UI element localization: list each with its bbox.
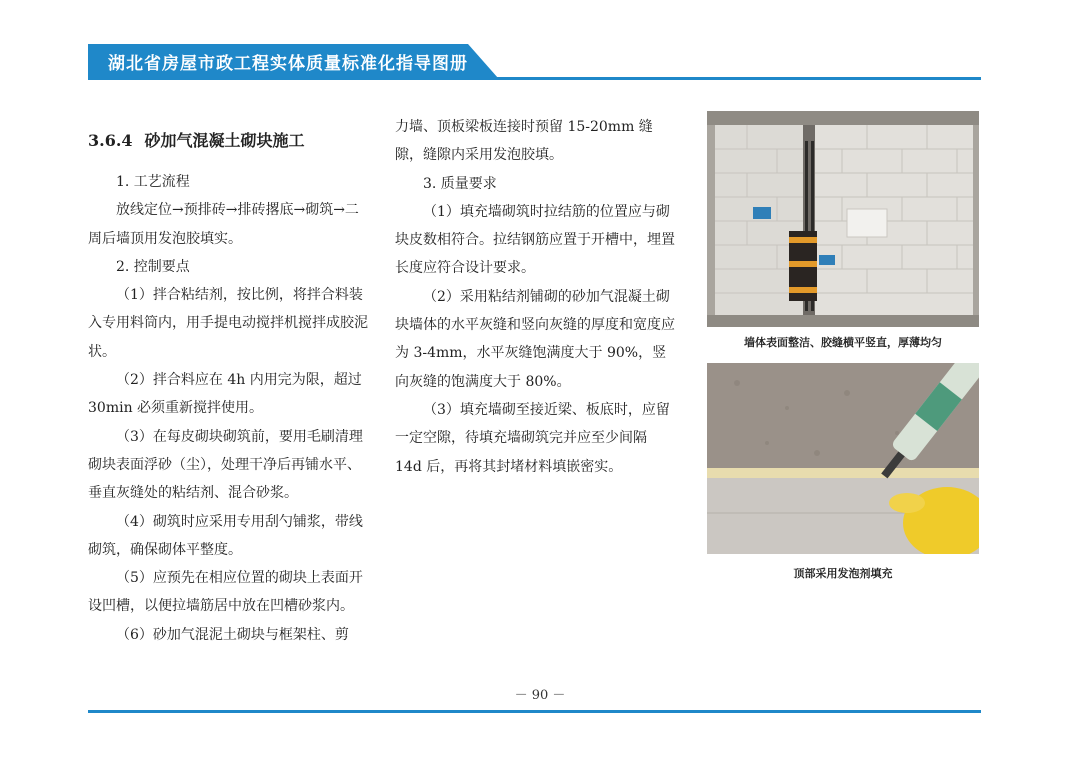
paragraph: 1. 工艺流程 <box>116 174 190 190</box>
figure-caption: 墙体表面整洁、胶缝横平竖直，厚薄均匀 <box>744 336 942 349</box>
foam-filling-photo <box>707 363 979 554</box>
paragraph: 放线定位→预排砖→排砖撂底→砌筑→二周后墙顶用发泡胶填实。 <box>88 202 359 247</box>
section-number: 3.6.4 <box>88 131 133 150</box>
page-number: － 90 － <box>514 688 566 703</box>
page-header <box>88 44 981 80</box>
paragraph: （3）在每皮砌块砌筑前，要用毛刷清理砌块表面浮砂（尘），处理干净后再铺水平、垂直灰缝处的粘结剂、混合砂浆。 <box>88 428 363 502</box>
paragraph: （2）采用粘结剂铺砌的砂加气混凝土砌块墙体的水平灰缝和竖向灰缝的厚度和宽度应为 3-4mm，水平灰缝饱满度大于 90%，竖向灰缝的饱满度大于 80%。 <box>395 288 675 390</box>
paragraph: （1）填充墙砌筑时拉结筋的位置应与砌块皮数相符合。拉结钢筋应置于开槽中，埋置长度应符合设计要求。 <box>395 203 675 277</box>
header-title: 湖北省房屋市政工程实体质量标准化指导图册 <box>108 54 468 74</box>
paragraph: （2）拌合料应在 4h 内用完为限，超过 30min 必须重新搅拌使用。 <box>88 372 362 417</box>
foam-filling-illustration <box>707 363 979 554</box>
figure-caption: 顶部采用发泡剂填充 <box>793 567 893 580</box>
paragraph: （4）砌筑时应采用专用刮勺铺浆，带线砌筑，确保砌体平整度。 <box>88 513 363 558</box>
wall-photo <box>707 111 979 327</box>
paragraph: （6）砂加气混泥土砌块与框架柱、剪 <box>116 626 349 643</box>
wall-photo-illustration <box>707 111 979 327</box>
section-title: 砂加气混凝土砌块施工 <box>144 131 305 150</box>
header-rule <box>88 77 981 80</box>
paragraph: （5）应预先在相应位置的砌块上表面开设凹槽，以便拉墙筋居中放在凹槽砂浆内。 <box>88 570 363 615</box>
left-text-column <box>88 168 370 649</box>
paragraph: 力墙、顶板梁板连接时预留 15-20mm 缝隙，缝隙内采用发泡胶填。 <box>395 119 653 164</box>
paragraph: 3. 质量要求 <box>423 175 497 192</box>
paragraph: （3）填充墙砌至接近梁、板底时，应留一定空隙，待填充墙砌筑完并应至少间隔 14d 后，再将其封堵材料填嵌密实。 <box>395 401 670 475</box>
paragraph: 2. 控制要点 <box>116 258 190 275</box>
section-heading <box>88 128 305 151</box>
middle-text-column <box>395 113 677 481</box>
footer-rule <box>88 710 981 713</box>
paragraph: （1）拌合粘结剂，按比例，将拌合料装入专用料筒内，用手提电动搅拌机搅拌成胶泥状。 <box>88 287 368 360</box>
